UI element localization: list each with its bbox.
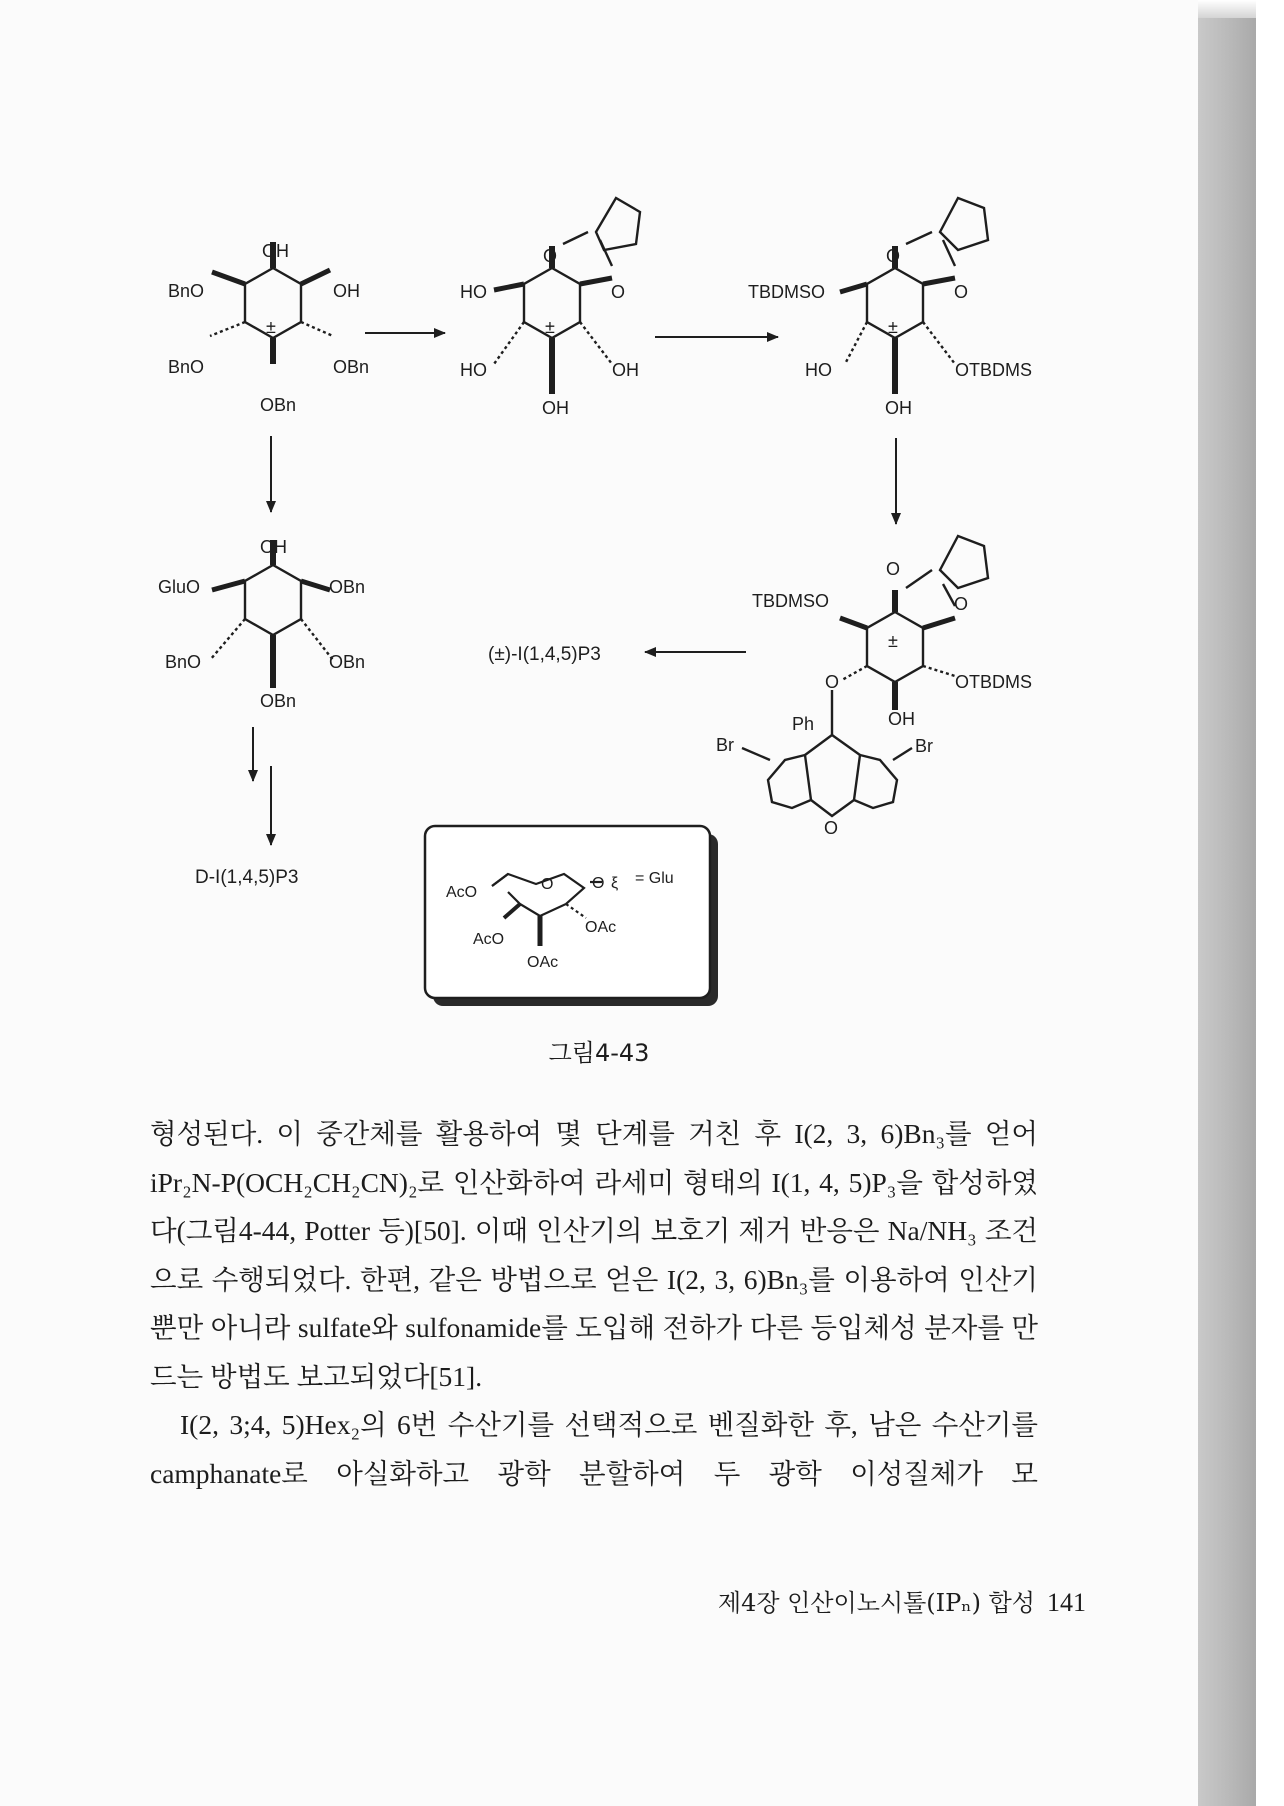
glu-oac-right: OAc: [585, 919, 617, 936]
page-edge-top: [1198, 0, 1256, 18]
c2-oh-right: OH: [612, 360, 639, 380]
c2-pm: ±: [545, 317, 555, 337]
page-number: 141: [1047, 1588, 1086, 1617]
c3-tbdmso: TBDMSO: [748, 282, 826, 302]
c3-o-ring: O: [954, 282, 969, 302]
c1-obn-bottom: OBn: [260, 395, 297, 415]
c2-ho-left: HO: [460, 282, 487, 302]
c5-otbdms: OTBDMS: [955, 672, 1033, 692]
paragraph-1: 형성된다. 이 중간체를 활용하여 몇 단계를 거친 후 I(2, 3, 6)Bn₃를 얻어 iPr₂N-P(OCH₂CH₂CN)₂로 인산화하여 라세미 형태의 I(1, 4, 5)P₃을 합성하였다(그림4-44, Potter 등)[50]. 이때 인산기의 보호기 제거 반응은 Na/NH₃ 조건으로 수행되었다. 한편, 같은 방법으로 얻은 I(2, 3, 6)Bn₃를 이용하여 인산기뿐만 아니라 sulfate와 sulfonamide를 도입해 전하가 다른 등입체성 분자를 만드는 방법도 보고되었다[51].: [150, 1118, 1038, 1392]
c2-o-top: O: [543, 246, 558, 266]
c5-o-ring: O: [954, 594, 969, 614]
body-text: [150, 1110, 1038, 1498]
c1-pm: ±: [266, 317, 276, 337]
c2-oh-bottom: OH: [542, 398, 569, 418]
glu-aco-top: AcO: [446, 884, 478, 901]
c5-o-link: O: [825, 672, 840, 692]
glu-equals: = Glu: [635, 870, 674, 887]
c5-br-left: Br: [716, 735, 734, 755]
c2-o-ring: O: [611, 282, 626, 302]
glu-box: [425, 826, 710, 998]
c5-ph: Ph: [792, 714, 815, 734]
c4-obn-right-down: OBn: [329, 652, 366, 672]
c4-obn-bottom: OBn: [260, 691, 297, 711]
c5-pm: ±: [888, 631, 898, 651]
glu-o-ring: O: [541, 876, 554, 893]
c4-obn-right: OBn: [329, 577, 366, 597]
glu-o-link: O: [592, 875, 605, 892]
page-footer: [718, 1583, 1086, 1618]
glu-oac-bottom: OAc: [527, 954, 559, 971]
c1-bno-down: BnO: [168, 357, 205, 377]
product-d-ip3: D-I(1,4,5)P3: [195, 867, 299, 888]
page-stack-edge: [1198, 18, 1256, 1806]
c5-br-right: Br: [915, 736, 933, 756]
c3-ho-down: HO: [805, 360, 832, 380]
c2-ho-down: HO: [460, 360, 487, 380]
c3-otbdms: OTBDMS: [955, 360, 1033, 380]
chapter-title: 제4장 인산이노시톨(IPₙ) 합성: [717, 1589, 1035, 1617]
c5-oh: OH: [888, 709, 915, 729]
paragraph-2: I(2, 3;4, 5)Hex₂의 6번 수산기를 선택적으로 벤질화한 후, 남은 수산기를 camphanate로 아실화하고 광학 분할하여 두 광학 이성질체가 모: [150, 1409, 1038, 1489]
c3-pm: ±: [888, 317, 898, 337]
c1-oh-right: OH: [333, 281, 360, 301]
c1-oh-top: OH: [262, 241, 289, 261]
figure-caption: 그림4-43: [548, 1039, 650, 1067]
product-racemic-ip3: (±)-I(1,4,5)P3: [488, 644, 601, 665]
c3-o-top: O: [886, 246, 901, 266]
glu-aco-left: AcO: [473, 931, 505, 948]
compound-5: [742, 536, 988, 816]
glu-squiggle: ξ: [611, 875, 619, 892]
c4-bno: BnO: [165, 652, 202, 672]
compound-4: [210, 540, 333, 688]
c5-tbdmso: TBDMSO: [752, 591, 830, 611]
c1-obn-right: OBn: [333, 357, 370, 377]
c4-gluo: GluO: [158, 577, 201, 597]
c5-o-top: O: [886, 559, 901, 579]
c3-oh-bottom: OH: [885, 398, 912, 418]
c1-bno-up: BnO: [168, 281, 205, 301]
c4-oh-top: OH: [260, 537, 287, 557]
c5-o-xanthene: O: [824, 818, 839, 838]
